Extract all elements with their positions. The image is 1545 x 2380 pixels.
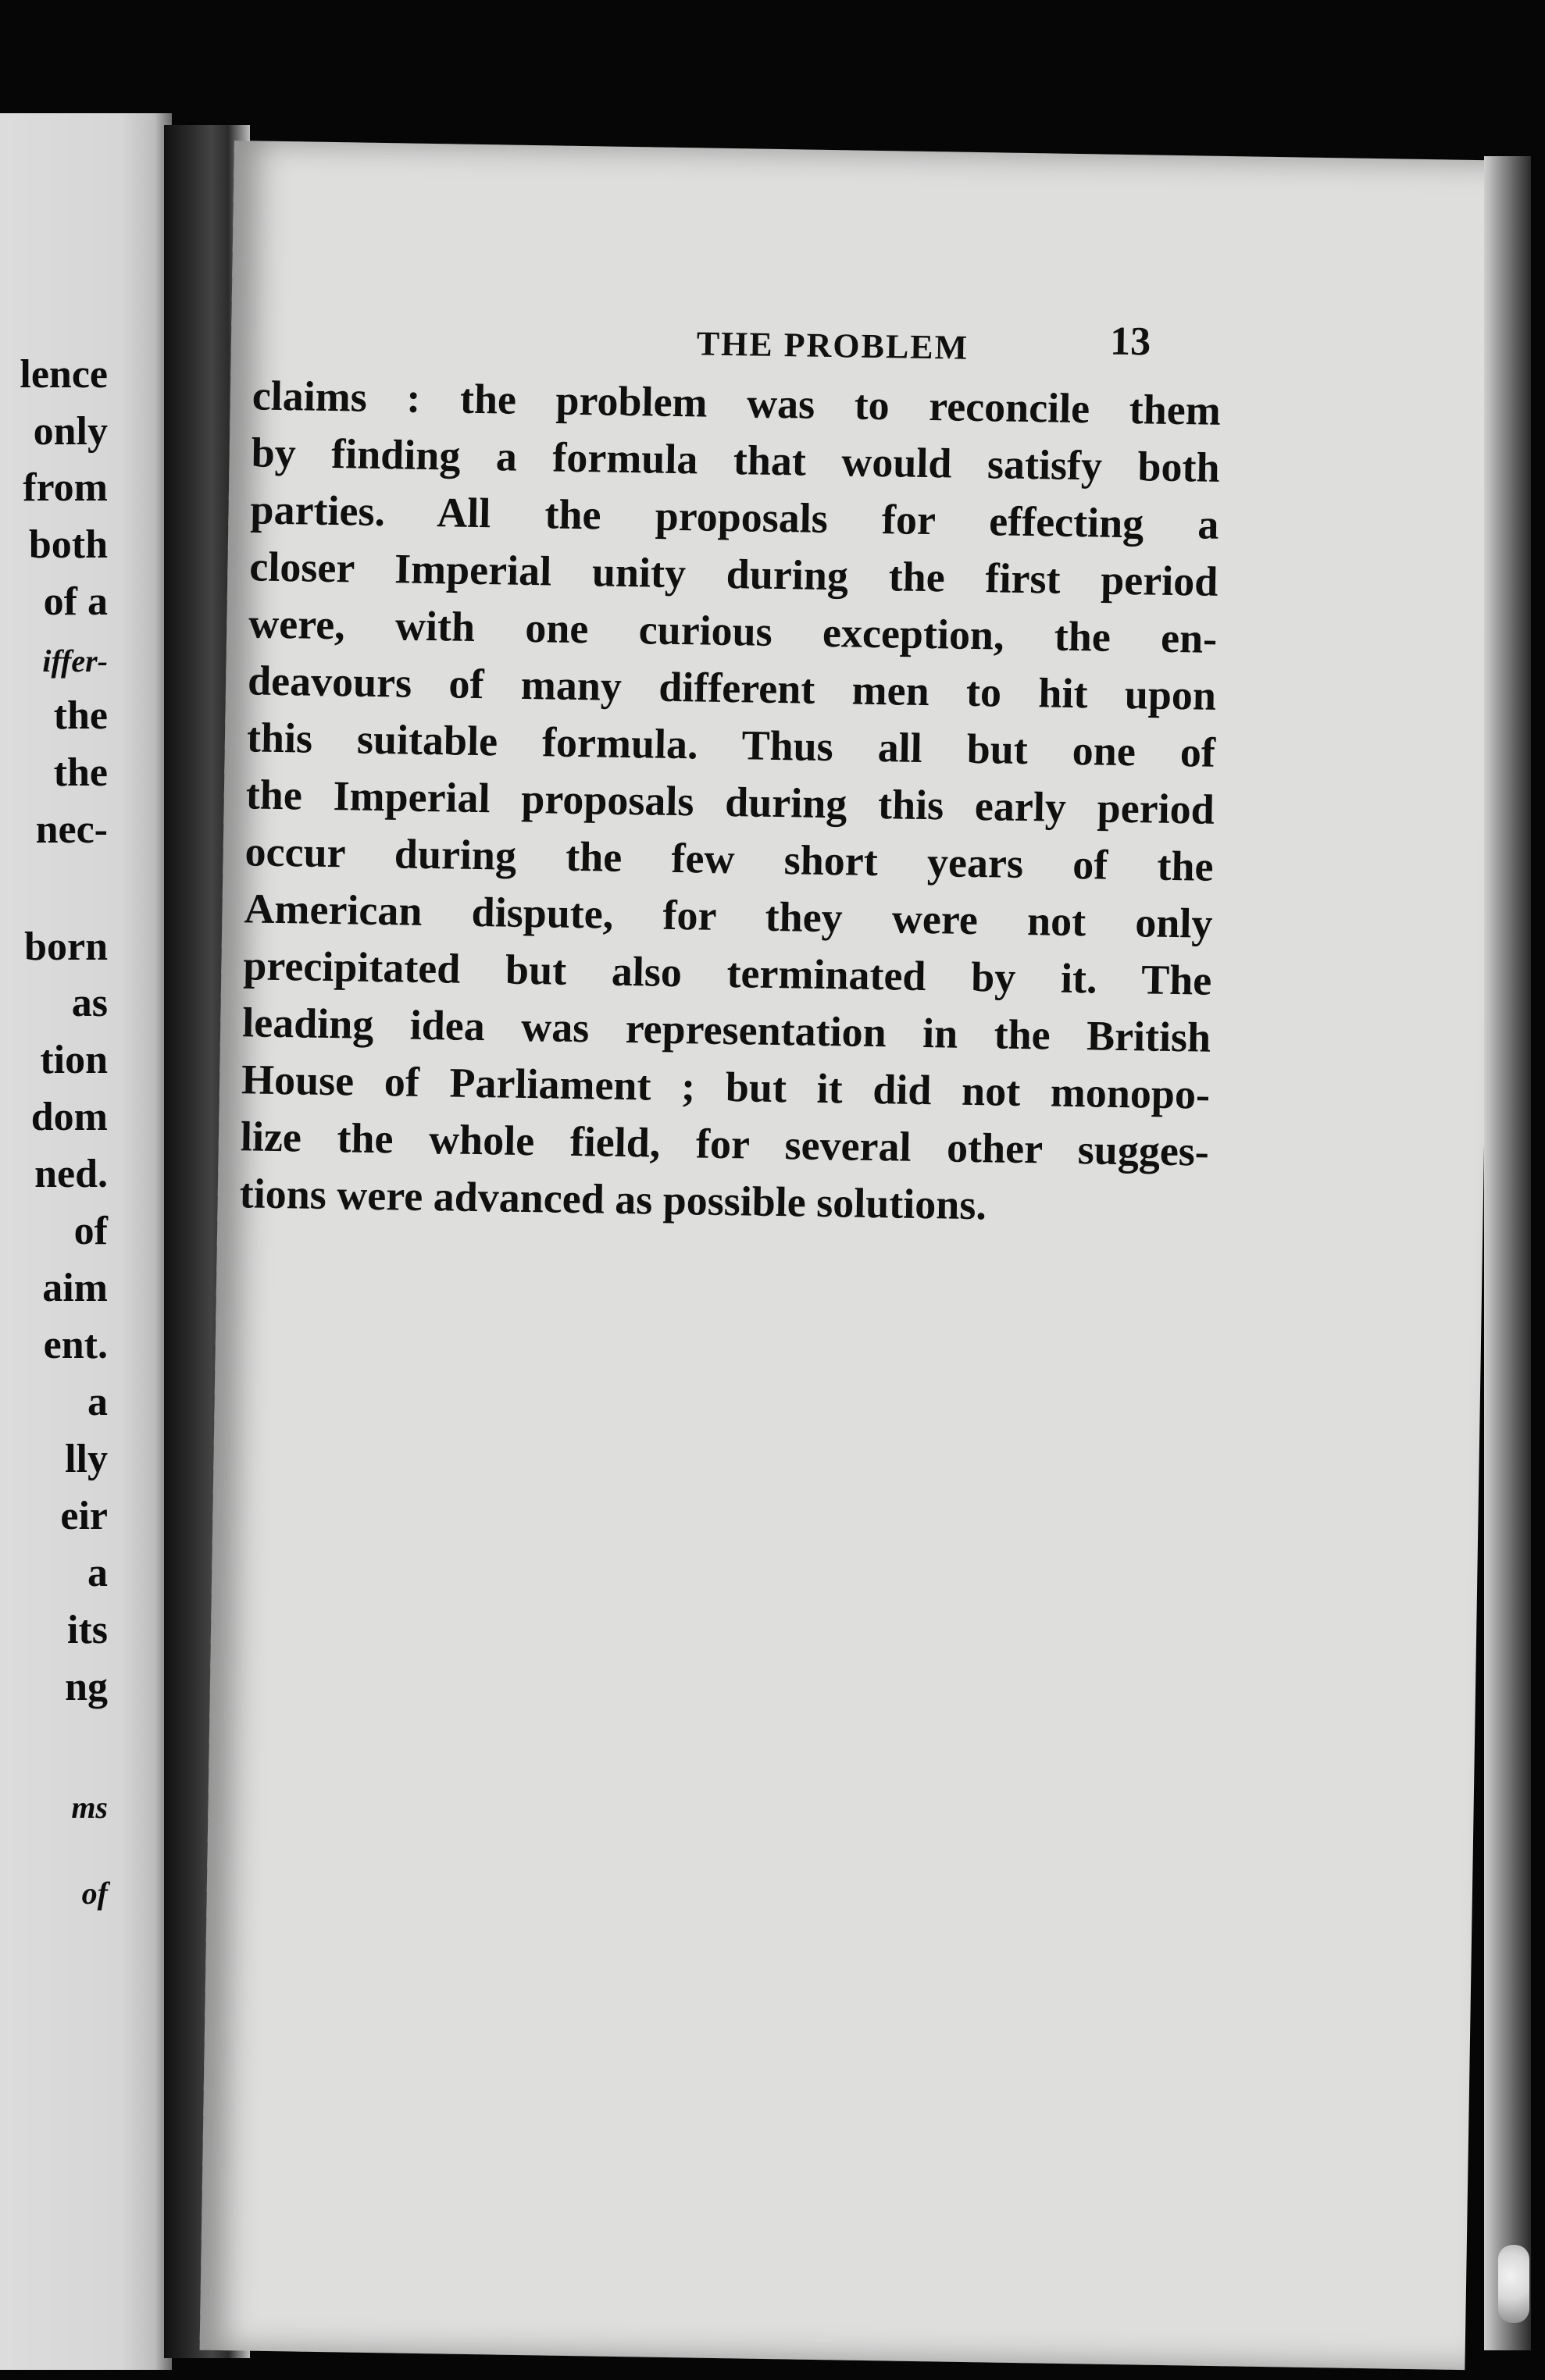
previous-page-text-fragments — [0, 113, 172, 2370]
text-line: by finding a formula that would satisfy both — [251, 429, 1221, 491]
text-line: closer Imperial unity during the first period — [248, 543, 1219, 605]
text-line: tions were advanced as possible solutions. — [239, 1170, 987, 1229]
fragment-line: as — [71, 981, 108, 1025]
fragment-line: the — [53, 750, 108, 795]
fragment-line: lly — [65, 1437, 108, 1481]
text-line: lize the whole field, for several other sugges- — [240, 1113, 1210, 1175]
text-line: this suitable formula. Thus all but one of — [246, 714, 1216, 776]
fragment-line: a — [87, 1551, 108, 1595]
fragment-line: of — [73, 1209, 108, 1253]
fragment-line: aim — [42, 1266, 108, 1310]
fragment-line: ms — [71, 1790, 108, 1825]
fragment-line: its — [67, 1608, 108, 1652]
text-line: House of Parliament ; but it did not monopo- — [241, 1056, 1211, 1118]
fragment-line: only — [33, 409, 108, 454]
fragment-line: ned. — [34, 1152, 108, 1196]
fragment-line: ng — [65, 1665, 108, 1709]
text-line: parties. All the proposals for effecting a — [250, 486, 1219, 548]
text-line: were, with one curious exception, the en- — [248, 600, 1218, 662]
fragment-line: dom — [30, 1095, 108, 1139]
fragment-line: both — [28, 522, 108, 567]
text-line: leading idea was representation in the British — [241, 999, 1211, 1061]
page-edge — [1484, 156, 1531, 2350]
text-line: the Imperial proposals during this early period — [245, 771, 1215, 833]
fragment-line: of — [81, 1876, 108, 1911]
page-number: 13 — [1109, 319, 1151, 365]
fragment-line: nec- — [35, 807, 108, 852]
text-line: deavours of many different men to hit upon — [247, 657, 1217, 719]
body-paragraph — [239, 367, 1221, 1237]
fragment-line: the — [53, 693, 108, 738]
previous-page — [0, 113, 172, 2370]
fragment-line: ent. — [43, 1323, 108, 1367]
current-page — [200, 141, 1500, 2370]
text-line: claims : the problem was to reconcile them — [252, 372, 1222, 434]
text-line: American dispute, for they were not only — [244, 885, 1213, 947]
text-line: occur during the few short years of the — [244, 828, 1215, 890]
fragment-line: born — [24, 925, 108, 969]
fragment-line: eir — [60, 1494, 108, 1538]
fragment-line: tion — [40, 1038, 108, 1082]
fragment-line: a — [87, 1380, 108, 1424]
running-head: THE PROBLEM — [696, 324, 969, 367]
fragment-line: iffer- — [42, 643, 108, 679]
fragment-line: from — [23, 465, 108, 510]
fragment-line: of a — [43, 579, 108, 624]
book-clip — [1498, 2245, 1529, 2323]
fragment-line: lence — [20, 352, 108, 397]
text-line: precipitated but also terminated by it. The — [242, 942, 1212, 1004]
